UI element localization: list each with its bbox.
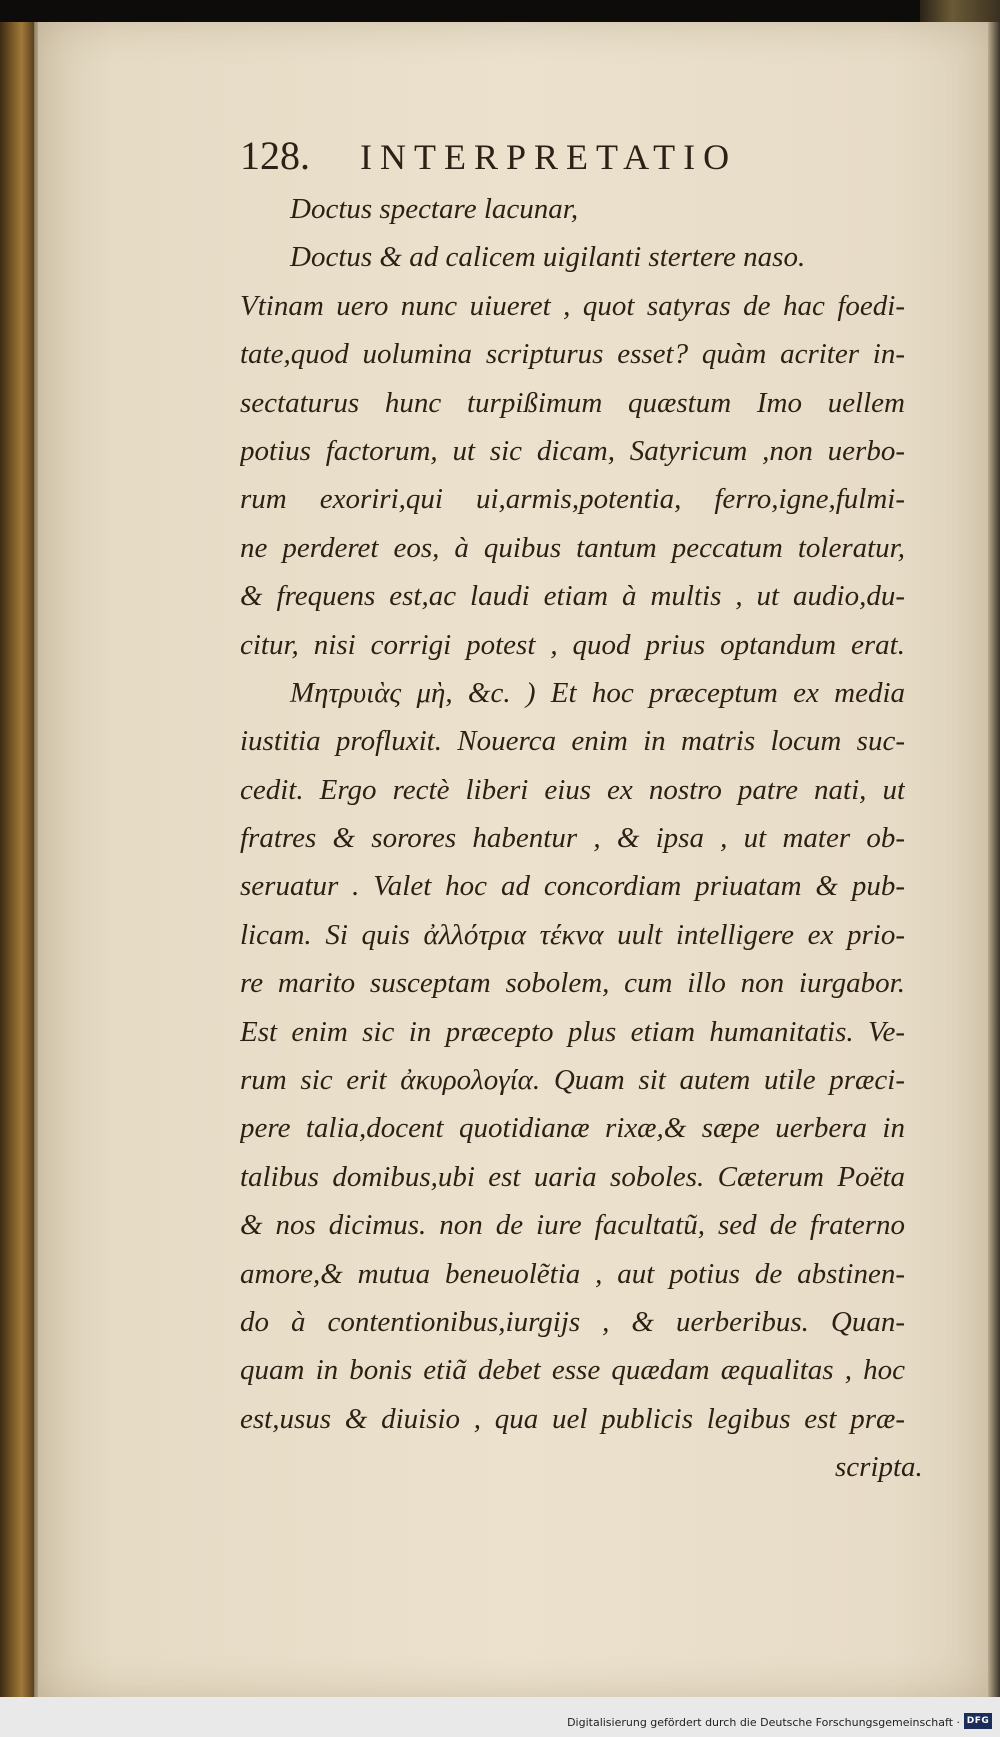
text-line: licam. Si quis ἀλλότρια τέκνα uult intelligere ex prio- bbox=[240, 918, 905, 951]
text-line: sectaturus hunc turpißimum quæstum Imo uellem bbox=[240, 386, 905, 419]
text-line: potius factorum, ut sic dicam, Satyricum ,non uerbo- bbox=[240, 434, 905, 467]
body-text bbox=[240, 185, 923, 1492]
book-binding bbox=[0, 22, 36, 1697]
text-line: Doctus & ad calicem uigilanti stertere naso. bbox=[290, 241, 806, 274]
text-line: quam in bonis etiã debet esse quædam æqualitas , hoc bbox=[240, 1354, 905, 1387]
running-head-title: INTERPRETATIO bbox=[360, 137, 738, 177]
text-line: ne perderet eos, à quibus tantum peccatum toleratur, bbox=[240, 531, 905, 564]
text-line: amore,& mutua beneuolẽtia , aut potius de abstinen- bbox=[240, 1257, 905, 1290]
page-right-edge bbox=[988, 22, 1000, 1697]
dfg-logo: DFG bbox=[964, 1713, 992, 1729]
scan-top-border bbox=[0, 0, 1000, 24]
page-number: 128. bbox=[240, 133, 310, 178]
text-line: tate,quod uolumina scripturus esset? quàm acriter in- bbox=[240, 338, 905, 371]
text-line: cedit. Ergo rectè liberi eius ex nostro patre nati, ut bbox=[240, 773, 905, 806]
text-line: seruatur . Valet hoc ad concordiam priuatam & pub- bbox=[240, 870, 905, 903]
text-line: Doctus spectare lacunar, bbox=[290, 193, 579, 225]
text-line: Μητρυιὰς μὴ, &c. ) Et hoc præceptum ex media bbox=[290, 676, 905, 709]
running-head bbox=[240, 132, 800, 179]
text-line: iustitia profluxit. Nouerca enim in matris locum suc- bbox=[240, 725, 905, 758]
text-line: Vtinam uero nunc uiueret , quot satyras de hac foedi- bbox=[240, 289, 905, 322]
scan-corner-texture bbox=[920, 0, 1000, 24]
catchword-line: scripta. bbox=[835, 1451, 923, 1484]
text-line: Est enim sic in præcepto plus etiam humanitatis. Ve- bbox=[240, 1015, 905, 1048]
text-line: & nos dicimus. non de iure facultatũ, sed de fraterno bbox=[240, 1209, 905, 1242]
text-line: est,usus & diuisio , qua uel publicis legibus est præ- bbox=[240, 1402, 905, 1435]
text-line: & frequens est,ac laudi etiam à multis , ut audio,du- bbox=[240, 580, 905, 613]
text-line: fratres & sorores habentur , & ipsa , ut mater ob- bbox=[240, 822, 905, 855]
text-line: rum sic erit ἀκυρολογία. Quam sit autem utile præci- bbox=[240, 1064, 905, 1097]
footer-credit: Digitalisierung gefördert durch die Deutsche Forschungsgemeinschaft · bbox=[567, 1716, 960, 1729]
text-line: rum exoriri,qui ui,armis,potentia, ferro,igne,fulmi- bbox=[240, 483, 905, 516]
text-line: pere talia,docent quotidianæ rixæ,& sæpe uerbera in bbox=[240, 1112, 905, 1145]
text-line: do à contentionibus,iurgijs , & uerberibus. Quan- bbox=[240, 1305, 905, 1338]
text-line: talibus domibus,ubi est uaria soboles. Cæterum Poëta bbox=[240, 1160, 905, 1193]
text-line: re marito susceptam sobolem, cum illo non iurgabor. bbox=[240, 967, 905, 1000]
text-line: citur, nisi corrigi potest , quod prius optandum erat. bbox=[240, 628, 905, 661]
